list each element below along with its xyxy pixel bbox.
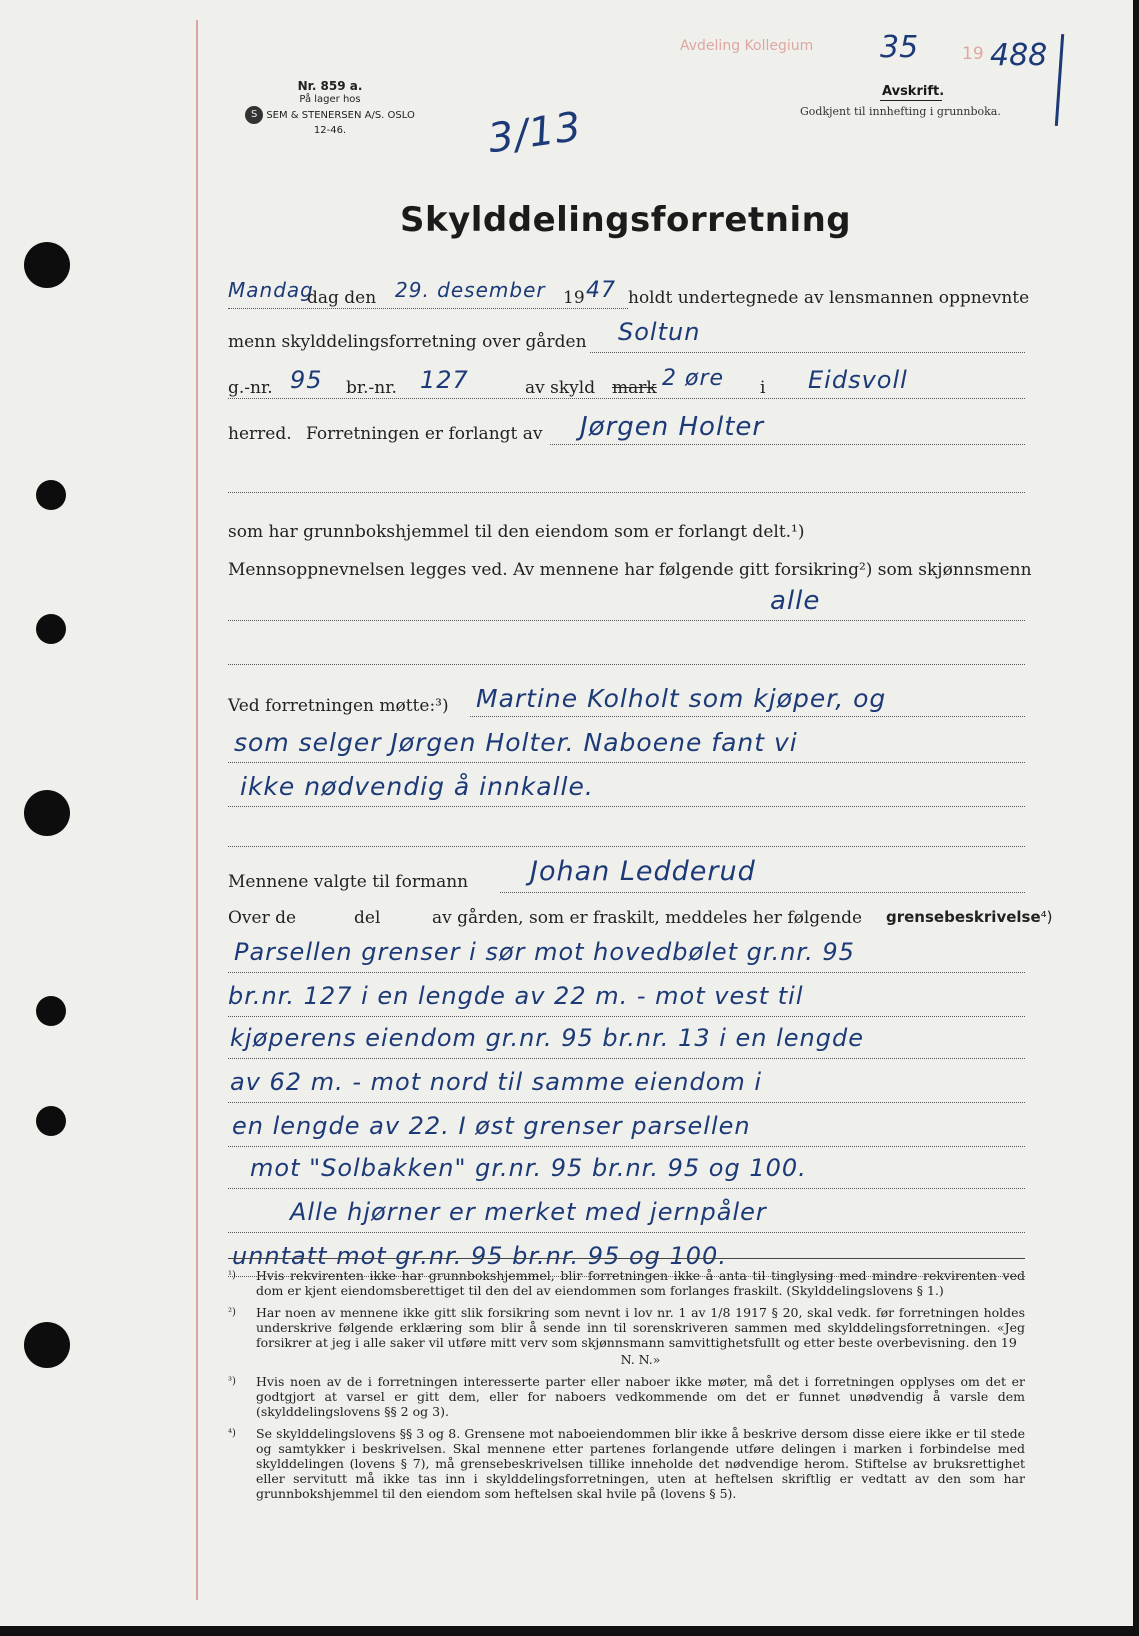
mennsopp-label: Mennsoppnevnelsen legges ved. Av mennene har følgende gitt forsikring²) som skjønnsmenn	[228, 560, 1032, 580]
footnote	[228, 1268, 1025, 1298]
av-garden-label: av gården, som er fraskilt, meddeles her følgende	[432, 908, 863, 928]
skyld-value: 2 øre	[662, 366, 725, 391]
punch-hole	[24, 242, 70, 288]
punch-hole	[36, 1106, 66, 1136]
farm-value: Soltun	[618, 318, 701, 346]
margin-note: 3/13	[485, 103, 585, 163]
avskrift-underline	[880, 100, 942, 101]
dotted-line	[228, 398, 1025, 399]
chairman-value: Johan Ledderud	[530, 856, 756, 887]
footnote	[228, 1426, 1025, 1501]
dotted-line	[228, 846, 1025, 847]
dotted-line	[550, 444, 1025, 445]
faded-stamp: Avdeling Kollegium	[680, 38, 814, 54]
scan-edge-bottom	[0, 1626, 1139, 1636]
sworn-value: alle	[770, 586, 821, 616]
publisher-date: 12-46.	[313, 125, 347, 136]
footnote-marker: ⁴)	[228, 1428, 236, 1439]
punch-hole	[36, 996, 66, 1026]
dotted-line	[228, 1016, 1025, 1017]
gnr-label: g.-nr.	[228, 378, 273, 398]
page-number-mark	[1055, 34, 1064, 126]
del-label: del	[354, 908, 381, 928]
forlangt-label: Forretningen er forlangt av	[306, 424, 543, 444]
attendance-line: ikke nødvendig å innkalle.	[240, 772, 594, 801]
menn-label: menn skylddelingsforretning over gården	[228, 332, 587, 352]
gnr-value: 95	[290, 366, 323, 394]
footnote-marker: ²)	[228, 1307, 236, 1318]
footnote-text: Se skylddelingslovens §§ 3 og 8. Grensene mot naboeiendommen blir ikke å beskrive dersom disse eiere ikke er til stede og samtykker i beskrivelsen. Skal mennene etter partenes forlangende utføre delingen i marken i forbindelse med skylddelingen (lovens § 7), må grensebeskrivelsen tillike inneholde det nødvendige herom. Stiftelse av bruksrettighet eller servitutt må ikke tas inn i skylddelingsforretningen, uten at heftelsen skriftlig er vedtatt av den som har grunnbokshjemmel til den eiendom som heftelsen skal hvile på (lovens § 5).	[256, 1426, 1025, 1501]
dotted-line	[228, 1188, 1025, 1189]
footnote-text: Hvis noen av de i forretningen interesserte parter eller naboer ikke møter, må det i forretningen opplyses om det er godtgjort at varsel er gitt dem, eller for naboers vedkommende om det er funnet unødvendig å varsle dem (skylddelingslovens §§ 2 og 3).	[256, 1374, 1025, 1419]
brnr-value: 127	[420, 366, 469, 394]
dotted-line	[228, 1102, 1025, 1103]
boundary-line: unntatt mot gr.nr. 95 br.nr. 95 og 100.	[232, 1242, 727, 1270]
footnote	[228, 1305, 1025, 1367]
dotted-line	[590, 352, 1025, 353]
footnote-text: Hvis rekvirenten ikke har grunnbokshjemmel, blir forretningen ikke å anta til tinglysing med mindre rekvirenten ved dom er kjent eiendomsberettiget til den del av eiendommen som forlanges fraskilt. (Skylddelingslovens § 1.)	[256, 1268, 1025, 1298]
boundary-line: Alle hjørner er merket med jernpåler	[290, 1198, 767, 1226]
footnote-signature: N. N.»	[620, 1352, 661, 1367]
boundary-line: Parsellen grenser i sør mot hovedbølet gr.nr. 95	[234, 938, 855, 966]
boundary-line: br.nr. 127 i en lengde av 22 m. - mot vest til	[228, 982, 804, 1010]
punch-hole	[36, 614, 66, 644]
dotted-line	[470, 716, 1025, 717]
dotted-line	[228, 492, 1025, 493]
grense-label-text: grensebeskrivelse	[886, 908, 1041, 926]
publisher-seal-icon: S	[245, 106, 263, 124]
footnote-text-wrap	[256, 1426, 1025, 1501]
footnotes	[228, 1268, 1025, 1508]
dag-den-label: dag den	[307, 288, 377, 308]
footnote-text: Har noen av mennene ikke gitt slik forsikring som nevnt i lov nr. 1 av 1/8 1917 § 20, skal vedk. før forretningen holdes underskrive følgende erklæring som blir å sende inn til sorenskriveren sammen med skylddelingsforretningen. «Jeg forsikrer at jeg i alle saker vil utføre mitt verv som skjønnsmann samvittighetsfullt og etter beste overbevisning. den 19	[256, 1305, 1025, 1350]
requested-by-value: Jørgen Holter	[580, 412, 765, 442]
footnote-text-wrap	[256, 1268, 1025, 1298]
form-number: Nr. 859 a.	[297, 79, 363, 93]
punch-hole	[24, 1322, 70, 1368]
footnote-text-wrap	[256, 1305, 1025, 1367]
dotted-line	[228, 308, 628, 309]
punch-hole	[36, 480, 66, 510]
margin-rule	[196, 20, 198, 1600]
holdt-label: holdt undertegnede av lensmannen oppnevnte	[628, 288, 1030, 308]
i-label: i	[760, 378, 766, 398]
footnote-divider	[228, 1258, 1025, 1259]
avskrift-label: Avskrift.	[882, 84, 945, 99]
dotted-line	[228, 1058, 1025, 1059]
dotted-line	[228, 620, 1025, 621]
municipality-value: Eidsvoll	[808, 366, 908, 394]
over-de-label: Over de	[228, 908, 297, 928]
dotted-line	[500, 892, 1025, 893]
year-prefix-label: 19	[563, 288, 585, 308]
page-number-right: 488	[990, 38, 1048, 73]
grense-label-footnote: ⁴)	[1040, 908, 1053, 926]
punch-hole	[24, 790, 70, 836]
page-title: Skylddelingsforretning	[400, 200, 852, 240]
boundary-line: av 62 m. - mot nord til samme eiendom i	[230, 1068, 763, 1096]
boundary-line: en lengde av 22. I øst grenser parsellen	[232, 1112, 751, 1140]
scan-edge-right	[1133, 0, 1139, 1636]
mote-label: Ved forretningen møtte:³)	[228, 696, 449, 716]
footnote-text-wrap	[256, 1374, 1025, 1419]
page-number-left: 35	[880, 30, 919, 65]
brnr-label: br.-nr.	[346, 378, 397, 398]
footnote-marker: ³)	[228, 1376, 236, 1387]
dotted-line	[228, 1232, 1025, 1233]
mark-label: mark	[612, 378, 657, 398]
dotted-line	[228, 972, 1025, 973]
grense-label	[886, 908, 1053, 926]
publisher-name: SEM & STENERSEN A/S. OSLO	[266, 110, 415, 121]
boundary-line: mot "Solbakken" gr.nr. 95 br.nr. 95 og 100.	[250, 1154, 807, 1182]
weekday-value: Mandag	[228, 278, 314, 302]
formann-label: Mennene valgte til formann	[228, 872, 469, 892]
attendance-line: Martine Kolholt som kjøper, og	[476, 684, 887, 713]
publisher-line: På lager hos	[299, 94, 361, 105]
dotted-line	[228, 806, 1025, 807]
footnote	[228, 1374, 1025, 1419]
publisher-info	[240, 80, 420, 137]
dotted-line	[228, 762, 1025, 763]
boundary-line: kjøperens eiendom gr.nr. 95 br.nr. 13 i en lengde	[230, 1024, 864, 1052]
skyld-label: av skyld	[525, 378, 596, 398]
dotted-line	[228, 1146, 1025, 1147]
date-value: 29. desember	[395, 278, 546, 302]
approval-note: Godkjent til innhefting i grunnboka.	[800, 105, 1001, 118]
attendance-line: som selger Jørgen Holter. Naboene fant vi	[234, 728, 798, 757]
faded-stamp-year: 19	[962, 44, 984, 64]
dotted-line	[228, 664, 1025, 665]
year-value: 47	[586, 278, 616, 303]
grunnbok-label: som har grunnbokshjemmel til den eiendom som er forlangt delt.¹)	[228, 522, 805, 542]
herred-label: herred.	[228, 424, 292, 444]
footnote-marker: ¹)	[228, 1270, 236, 1281]
